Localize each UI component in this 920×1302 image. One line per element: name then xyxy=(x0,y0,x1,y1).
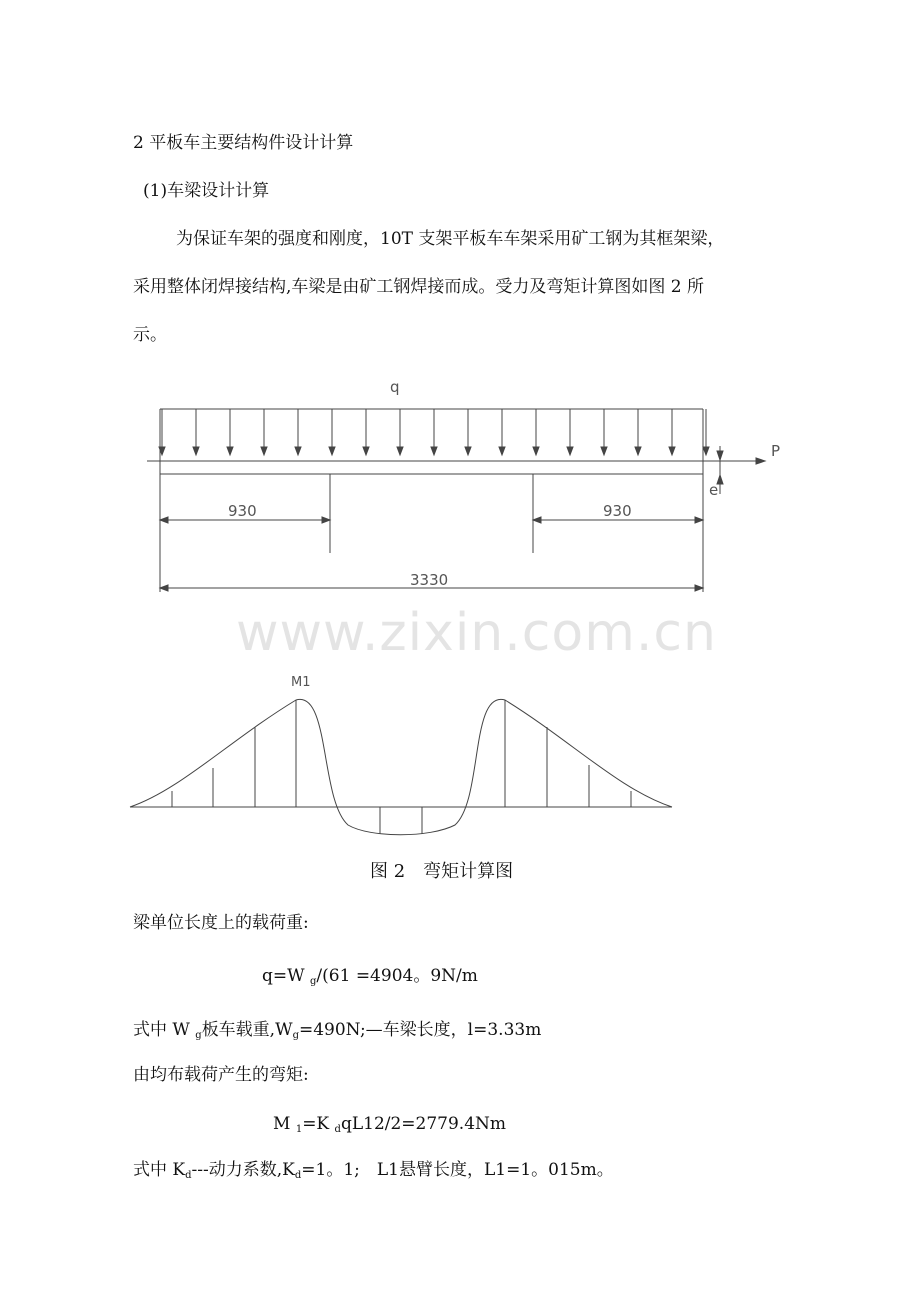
load-arrow-head xyxy=(533,447,539,455)
load-arrow-head xyxy=(329,447,335,455)
load-arrow-head xyxy=(295,447,301,455)
intro-line-1: 为保证车架的强度和刚度，10T 支架平板车车架采用矿工钢为其框架梁， xyxy=(176,229,725,249)
load-arrow-head xyxy=(227,447,233,455)
load-arrows xyxy=(159,409,709,455)
section-load: 梁单位长度上的载荷重: xyxy=(133,913,309,933)
load-arrow-head xyxy=(669,447,675,455)
load-arrow-head xyxy=(567,447,573,455)
section-heading: 2 平板车主要结构件设计计算 xyxy=(133,133,354,153)
definition-kd: 式中 $K_d---$动力系数$,K_d=1$。1; L1悬臂长度，L1=1。015m。 xyxy=(133,1160,614,1181)
figure-caption: 图 2 弯矩计算图 xyxy=(370,861,514,882)
label-p: P xyxy=(771,442,781,460)
load-arrow-head xyxy=(465,447,471,455)
load-arrow-head xyxy=(431,447,437,455)
label-q: q xyxy=(390,378,400,396)
equation-q: q=W $_g$/(61 =4904。9N/m xyxy=(262,966,478,987)
dim-left-label: 930 xyxy=(228,502,257,520)
load-arrow-head xyxy=(703,447,709,455)
subsection-heading: (1)车梁设计计算 xyxy=(143,181,270,201)
definition-wg: 式中 W $_g$板车载重$,W_g=490N;—$车梁长度，l=3.33m xyxy=(133,1020,542,1041)
intro-line-3: 示。 xyxy=(133,325,167,345)
load-arrow-head xyxy=(363,447,369,455)
equation-m1: M $_1$=K $_d$qL12/2=2779.4Nm xyxy=(273,1114,507,1135)
label-e: e xyxy=(709,481,719,499)
load-arrow-head xyxy=(601,447,607,455)
watermark: www.zixin.com.cn xyxy=(236,603,717,663)
load-arrow-head xyxy=(499,447,505,455)
load-arrow-head xyxy=(397,447,403,455)
dim-right-label: 930 xyxy=(603,502,632,520)
dim-total-label: 3330 xyxy=(410,571,449,589)
load-arrow-head xyxy=(635,447,641,455)
load-arrow-head xyxy=(261,447,267,455)
load-arrow-head xyxy=(193,447,199,455)
section-moment: 由均布载荷产生的弯矩: xyxy=(133,1065,309,1085)
label-m1: M1 xyxy=(291,675,311,690)
intro-line-2: 采用整体闭焊接结构,车梁是由矿工钢焊接而成。受力及弯矩计算图如图 2 所 xyxy=(133,277,705,297)
moment-curve xyxy=(130,699,672,834)
moment-diagram xyxy=(130,699,672,834)
